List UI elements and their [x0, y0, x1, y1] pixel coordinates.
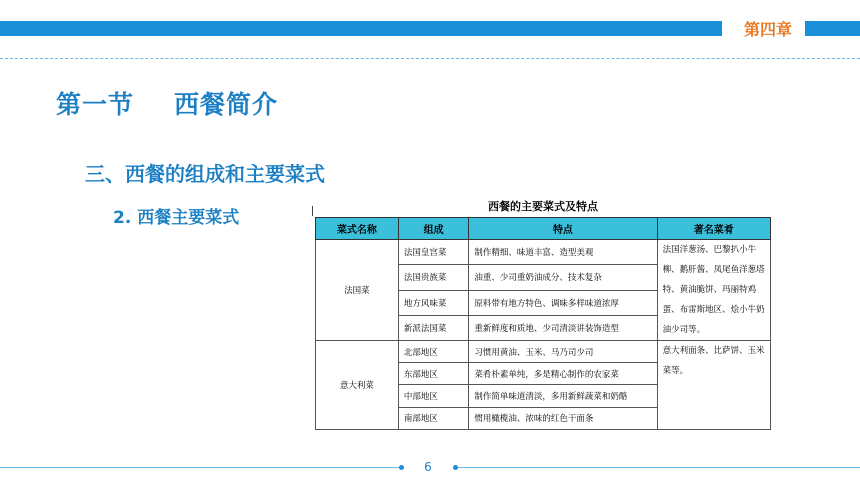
chapter-label: 第四章: [744, 20, 793, 39]
text-cursor: [312, 206, 313, 216]
composition-cell: 新派法国菜: [398, 315, 468, 340]
page-number: 6: [424, 460, 432, 474]
famous-dishes-italian: 意大利面条、比萨饼、玉米菜等。: [657, 341, 770, 430]
header-divider: [0, 58, 860, 59]
section-number: 第一节: [56, 90, 135, 119]
footer-line-right: [458, 467, 860, 468]
composition-cell: 地方风味菜: [398, 290, 468, 315]
feature-cell: 菜肴朴素单纯，多是精心制作的农家菜: [469, 363, 657, 385]
composition-cell: 法国贵族菜: [398, 265, 468, 290]
header-bar-right: [805, 21, 860, 36]
table-row: [316, 341, 771, 363]
section-name: 西餐简介: [174, 90, 279, 119]
header-bar-left: [0, 21, 722, 36]
famous-dishes-french: 法国洋葱汤、巴黎扒小牛柳、鹅肝酱、凤尾鱼洋葱塔特、黄油脆饼、玛丽特鸡蛋、布雷斯地区、烩小牛奶油少司等。: [657, 240, 770, 341]
feature-cell: 制作简单味道清淡，多用新鲜蔬菜和奶酪: [469, 385, 657, 407]
feature-cell: 制作精细、味道丰富、造型美观: [469, 240, 657, 265]
table-caption: 西餐的主要菜式及特点: [488, 200, 598, 213]
table-header-row: [316, 218, 771, 240]
cuisine-name-italian: 意大利菜: [316, 341, 399, 430]
composition-cell: 东部地区: [398, 363, 468, 385]
feature-cell: 原料带有地方特色、调味多样味道浓厚: [469, 290, 657, 315]
feature-cell: 油重、少司重奶油成分、技术复杂: [469, 265, 657, 290]
feature-cell: 重新鲜度和质地、少司清淡讲装饰造型: [469, 315, 657, 340]
header-features: 特点: [469, 218, 657, 240]
table-row: [316, 240, 771, 265]
header-famous-dishes: 著名菜肴: [657, 218, 770, 240]
composition-cell: 南部地区: [398, 407, 468, 429]
subtitle: 三、西餐的组成和主要菜式: [85, 162, 325, 186]
composition-cell: 法国皇宫菜: [398, 240, 468, 265]
footer-dot-left: [399, 465, 404, 470]
composition-cell: 北部地区: [398, 341, 468, 363]
footer-line-left: [0, 467, 399, 468]
header-composition: 组成: [398, 218, 468, 240]
header-cuisine-name: 菜式名称: [316, 218, 399, 240]
cuisine-table: [315, 217, 771, 430]
section-title: [56, 85, 278, 121]
feature-cell: 习惯用黄油、玉米、马乃司少司: [469, 341, 657, 363]
cuisine-name-french: 法国菜: [316, 240, 399, 341]
subsubtitle: 2. 西餐主要菜式: [113, 208, 240, 228]
feature-cell: 惯用橄榄油、浓味的红色干面条: [469, 407, 657, 429]
composition-cell: 中部地区: [398, 385, 468, 407]
